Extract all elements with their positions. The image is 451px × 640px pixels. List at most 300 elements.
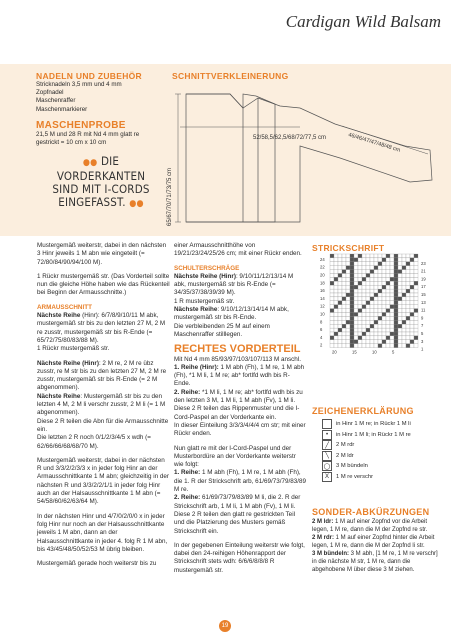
chart-cell [350,305,354,309]
chart-cell [374,344,378,348]
chart-cell [358,254,362,258]
chart-cell [370,332,374,336]
chart-cell [394,320,398,324]
paragraph: Nächste Reihe (Hinr): 6/7/8/9/10/11 M abk, mustergemäß str bis zu den letzten 27 M, 2 M re zusstr, mustergemäß str bis R-Ende (= 65/72/75/80/83/88 M). 1 Rückr mustergemäß str. [37,312,166,353]
chart-cell [338,274,342,278]
chart-cell [342,344,346,348]
chart-cell [414,254,418,258]
chart-cell [362,309,366,313]
chart-cell [342,254,346,258]
chart-cell [362,285,366,289]
dots-icon: ●● [82,158,98,169]
chart-cell [410,254,414,258]
chart-cell [370,285,374,289]
row-label-right: 23 [421,260,426,266]
chart-cell [358,324,362,328]
chart-cell [402,320,406,324]
chart-cell [350,328,354,332]
chart-cell [342,262,346,266]
row-label-right: 9 [421,315,424,321]
chart-cell [330,344,334,348]
chart-cell [402,301,406,305]
chart-cell [366,320,370,324]
chart-cell [378,305,382,309]
row-label-right: 7 [421,323,424,329]
chart-cell [374,316,378,320]
chart-cell [366,254,370,258]
chart-cell [398,309,402,313]
legend-item: in Hinr 1 M re; in Rückr 1 M li [312,419,442,430]
chart-cell [346,289,350,293]
chart-cell [354,344,358,348]
chart-cell [338,285,342,289]
chart-cell [414,344,418,348]
chart-cell [378,320,382,324]
chart-cell [358,285,362,289]
chart-cell [390,285,394,289]
chart-cell [398,328,402,332]
chart-cell [382,313,386,317]
chart-cell [378,344,382,348]
chart-cell [338,301,342,305]
chart-cell [330,305,334,309]
row-label-left: 16 [320,288,325,294]
chart-cell [410,289,414,293]
chart-cell [374,277,378,281]
chart-cell [398,281,402,285]
rechtes-vorderteil-heading: RECHTES VORDERTEIL [174,343,301,356]
chart-cell [386,305,390,309]
paragraph: Mustergemäß weiterstr, dabei in den nächsten 3 Hinr jeweils 1 M abn wie eingeteilt (= 72/80/84/90/94/100 M). [37,242,167,266]
chart-cell [338,297,342,301]
chart-cell [350,313,354,317]
chart-cell [386,309,390,313]
chart-cell [378,328,382,332]
chart-cell [346,285,350,289]
chart-cell [366,344,370,348]
chart-cell [338,320,342,324]
chart-cell [386,262,390,266]
chart-cell [398,320,402,324]
chart-cell [390,344,394,348]
twisted-knit-icon: X [322,472,332,482]
chart-cell [410,340,414,344]
chart-cell [330,320,334,324]
chart-grid [330,254,418,348]
chart-cell [342,316,346,320]
chart-cell [362,332,366,336]
chart-cell [346,293,350,297]
chart-cell [334,336,338,340]
chart-cell [358,277,362,281]
chart-cell [330,324,334,328]
chart-cell [334,254,338,258]
chart-cell [386,266,390,270]
chart-cell [394,316,398,320]
left-cross-icon: ╲ [322,451,332,461]
chart-cell [362,258,366,262]
chart-cell [362,301,366,305]
chart-cell [410,277,414,281]
chart-cell [390,277,394,281]
chart-cell [346,309,350,313]
chart-cell [330,309,334,313]
chart-cell [398,293,402,297]
chart-cell [330,270,334,274]
chart-cell [414,270,418,274]
chart-cell [378,281,382,285]
chart-cell [382,254,386,258]
chart-cell [342,258,346,262]
chart-cell [402,332,406,336]
chart-cell [346,258,350,262]
chart-cell [410,313,414,317]
chart-cell [402,344,406,348]
chart-cell [350,274,354,278]
chart-cell [394,332,398,336]
chart-cell [354,297,358,301]
chart-cell [342,340,346,344]
chart-cell [346,262,350,266]
chart-cell [410,305,414,309]
chart-cell [386,316,390,320]
chart-cell [342,293,346,297]
chart-cell [358,289,362,293]
chart-cell [350,254,354,258]
chart-cell [406,305,410,309]
chart-cell [378,316,382,320]
chart-cell [334,277,338,281]
chart-cell [398,340,402,344]
chart-cell [386,313,390,317]
chart-cell [374,320,378,324]
cluster-icon: ◯ [322,461,332,471]
chart-cell [342,320,346,324]
chart-cell [414,281,418,285]
chart-cell [390,309,394,313]
chart-cell [330,316,334,320]
chart-cell [354,332,358,336]
legend-item: ◯ 3 M bündeln [323,463,368,470]
chart-cell [394,254,398,258]
chart-cell [334,305,338,309]
chart-cell [406,281,410,285]
chart-cell [394,305,398,309]
chart-cell [370,328,374,332]
chart-cell [342,301,346,305]
chart-cell [370,324,374,328]
chart-cell [362,293,366,297]
chart-cell [406,328,410,332]
col-label: 15 [352,349,357,355]
row-label-left: 12 [320,303,325,309]
chart-cell [346,320,350,324]
chart-cell [414,301,418,305]
chart-cell [334,328,338,332]
chart-cell [378,262,382,266]
chart-cell [366,281,370,285]
chart-cell [334,301,338,305]
chart-cell [338,258,342,262]
chart-cell [394,344,398,348]
chart-cell [350,297,354,301]
chart-cell [342,289,346,293]
chart-cell [378,254,382,258]
chart-cell [334,274,338,278]
chart-cell [374,336,378,340]
chart-cell [410,297,414,301]
chart-cell [342,305,346,309]
paragraph: Nun glatt re mit der I-Cord-Paspel und der Musterbordüre an der Vorderkante weiterstr wie folgt: 1. Reihe: 1 M abh (Fh), 1 M re, 1 M abh (Fh), die 1. R der Strickschrift arb, 61/69/73/79/83/89 M re. 2. Reihe: 61/69/73/79/83/89 M li, die 2. R der Strickschrift arb, 1 M li, 1 M abh (Fv), 1 M li. Diese 2 R teilen den glatt re gestrickten Teil und die Platzierung des Musters gemäß Strickschrift ein. [174,444,306,535]
chart-cell [386,328,390,332]
chart-cell [366,313,370,317]
chart-cell [382,277,386,281]
chart-cell [406,301,410,305]
chart-cell [330,258,334,262]
chart-cell [370,293,374,297]
chart-cell [358,274,362,278]
chart-cell [366,324,370,328]
chart-cell [358,309,362,313]
chart-cell [414,289,418,293]
chart-cell [370,305,374,309]
chart-cell [374,289,378,293]
height-label: 65/67/70/71/73/75 cm [167,167,173,226]
chart-cell [334,293,338,297]
chart-cell [378,289,382,293]
chart-cell [346,274,350,278]
chart-cell [374,313,378,317]
row-label-left: 14 [320,295,325,301]
chart-cell [410,266,414,270]
chart-cell [414,293,418,297]
chart-cell [346,328,350,332]
chart-cell [402,262,406,266]
chart-cell [398,336,402,340]
chart-cell [330,336,334,340]
chart-cell [414,277,418,281]
chart-cell [386,332,390,336]
chart-cell [378,285,382,289]
chart-cell [366,258,370,262]
chart-cell [342,324,346,328]
abk-entry: 2 M ldr: 1 M auf einer Zopfnd vor die Arbeit legen, 1 M re, dann die M der Zopfnd re str. [312,519,428,533]
row-label-left: 6 [320,327,323,333]
chart-cell [402,293,406,297]
chart-cell [382,266,386,270]
chart-cell [394,266,398,270]
chart-cell [346,305,350,309]
paragraph: einer Armausschnitthöhe von 19/21/23/24/25/26 cm; mit einer Rückr enden. [174,242,302,258]
chart-cell [350,332,354,336]
chart-cell [386,274,390,278]
chart-cell [346,281,350,285]
chart-cell [374,254,378,258]
chart-cell [354,324,358,328]
abk-heading: SONDER-ABKÜRZUNGEN [312,507,430,517]
chart-cell [398,262,402,266]
chart-cell [382,293,386,297]
chart-cell [398,301,402,305]
chart-cell [386,254,390,258]
maschenprobe-line: 21,5 M und 28 R mit Nd 4 mm glatt re [36,130,140,138]
chart-cell [398,285,402,289]
chart-cell [358,332,362,336]
chart-cell [334,270,338,274]
chart-cell [414,258,418,262]
chart-cell [370,301,374,305]
chart-cell [342,313,346,317]
chart-cell [366,293,370,297]
chart-cell [346,270,350,274]
chart-cell [378,277,382,281]
chart-cell [394,309,398,313]
chart-cell [354,274,358,278]
chart-cell [390,336,394,340]
chart-cell [390,328,394,332]
chart-cell [406,274,410,278]
chart-cell [386,301,390,305]
chart-cell [358,344,362,348]
chart-cell [362,266,366,270]
chart-cell [386,258,390,262]
chart-cell [390,332,394,336]
right-cross-icon: ╱ [322,440,332,450]
chart-cell [406,277,410,281]
purl-icon: • [322,430,332,440]
chart-cell [338,344,342,348]
chart-cell [410,293,414,297]
chart-cell [362,305,366,309]
chart-cell [370,320,374,324]
row-label-left: 8 [320,319,323,325]
chart-cell [366,266,370,270]
chart-cell [410,270,414,274]
dots-icon: ●● [129,199,144,210]
chart-cell [402,328,406,332]
sleeve-label: 46/46/47/47/48/48 cm [347,132,401,154]
chart-cell [350,316,354,320]
chart-cell [410,316,414,320]
chart-cell [410,262,414,266]
chart-cell [358,262,362,266]
chart-cell [338,254,342,258]
legend-item: ╲ 2 M ldr [312,451,442,462]
legend-item: • in Hinr 1 M li; in Rückr 1 M re [312,430,442,441]
chart-cell [402,277,406,281]
chart-cell [382,328,386,332]
chart-cell [366,309,370,313]
chart-cell [406,258,410,262]
col-label: 10 [372,349,377,355]
chart-cell [366,301,370,305]
chart-cell [406,320,410,324]
chart-cell [362,297,366,301]
chart-cell [406,266,410,270]
chart-cell [362,328,366,332]
row-label-right: 13 [421,299,426,305]
chart-cell [406,313,410,317]
chart-cell [386,293,390,297]
chart-cell [398,305,402,309]
chart-cell [354,258,358,262]
row-label-right: 1 [421,346,424,352]
col-label: 20 [332,349,337,355]
paragraph: Nächste Reihe (Hinr): 2 M re, 2 M re übz zusstr, re M str bis zu den letzten 27 M, 2 M re zusstr, mustergemäß str bis R-Ende (= 2 M abgenommen). Nächste Reihe: Mustergemäß str bis zu den letzten 4 M, 2 M li verschr zusstr, 2 M li (= 1 M abgenommen). Diese 2 R teilen die Abn für die Armausschnitte ein. Die letzten 2 R noch 0/1/2/3/4/5 x wdh (= 62/66/66/68/68/70 M). [37,359,169,450]
chart-cell [394,340,398,344]
chart-cell [346,313,350,317]
chart-cell [350,336,354,340]
chart-cell [342,328,346,332]
chart-cell [362,324,366,328]
chart-cell [350,258,354,262]
chart-cell [338,293,342,297]
row-label-right: 21 [421,268,426,274]
chart-cell [358,270,362,274]
chart-cell [382,324,386,328]
chart-cell [390,281,394,285]
chart-cell [382,281,386,285]
chart-cell [414,324,418,328]
nadeln-line: Maschenmarkierer [36,105,88,113]
row-label-right: 3 [421,338,424,344]
chart-cell [374,274,378,278]
chart-cell [362,277,366,281]
chart-cell [386,270,390,274]
chart-cell [370,313,374,317]
chart-cell [370,270,374,274]
chart-cell [346,340,350,344]
chart-cell [406,332,410,336]
chart-cell [366,336,370,340]
row-label-right: 11 [421,307,426,313]
chart-cell [414,309,418,313]
chart-cell [414,336,418,340]
chart-cell [390,258,394,262]
chart-cell [362,289,366,293]
chart-cell [414,320,418,324]
chart-cell [410,328,414,332]
chart-cell [382,305,386,309]
chart-cell [378,274,382,278]
chart-cell [398,324,402,328]
chart-cell [394,293,398,297]
chart-cell [410,309,414,313]
chart-cell [398,344,402,348]
text-column-1 [37,242,171,574]
chart-cell [330,293,334,297]
chart-cell [398,254,402,258]
chart-cell [350,270,354,274]
chart-cell [330,254,334,258]
chart-cell [394,289,398,293]
chart-cell [358,258,362,262]
chart-cell [358,301,362,305]
chart-cell [398,277,402,281]
chart-cell [350,281,354,285]
chart-cell [338,281,342,285]
chart-cell [354,281,358,285]
chart-cell [350,266,354,270]
chart-cell [390,301,394,305]
chart-cell [350,277,354,281]
chart-cell [406,336,410,340]
chart-cell [374,324,378,328]
chart-cell [406,324,410,328]
chart-cell [382,285,386,289]
chart-cell [374,332,378,336]
chart-cell [398,316,402,320]
